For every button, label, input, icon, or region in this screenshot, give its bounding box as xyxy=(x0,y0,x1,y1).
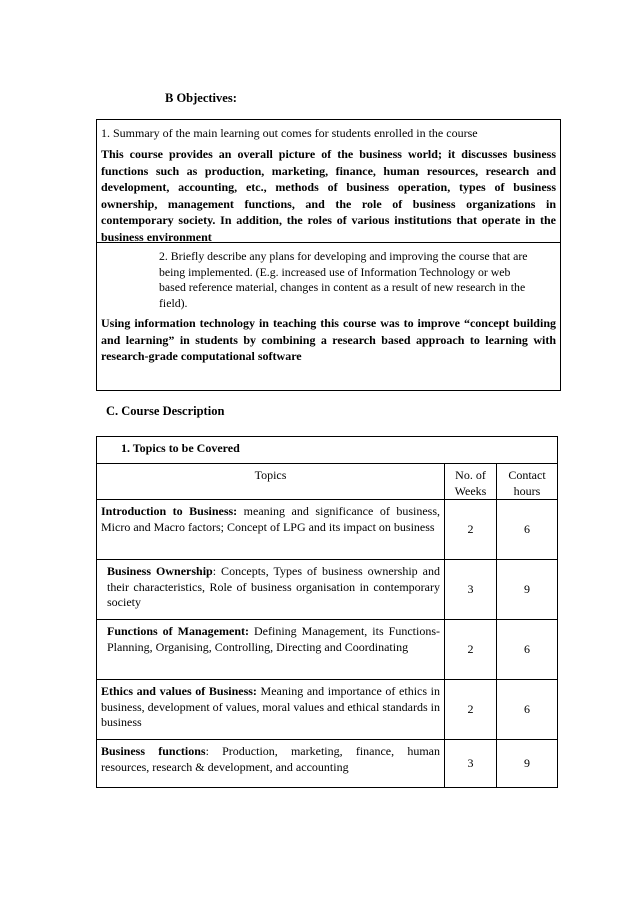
row-weeks: 2 xyxy=(445,500,497,560)
row-title: Ethics and values of Business: xyxy=(101,684,257,698)
row-title: Functions of Management: xyxy=(107,624,249,638)
table-row xyxy=(97,500,558,560)
row-hours: 6 xyxy=(497,680,558,740)
summary-answer: This course provides an overall picture of the business world; it discusses business functions such as production, marketing, finance, human resources, research and development, accounting, etc., methods of business operation, types of business ownership, management functions, and the role of business organizations in contemporary society. In addition, the roles of various institutions that operate in the business environment xyxy=(101,147,556,244)
objectives-heading: B Objectives: xyxy=(165,91,237,105)
row-title: Introduction to Business: xyxy=(101,504,238,518)
row-desc: : Production, marketing, finance, human resources, research & development, and accounting xyxy=(101,744,440,774)
topics-table xyxy=(96,436,558,788)
row-title: Business Ownership xyxy=(107,564,213,578)
table-row xyxy=(97,620,558,680)
row-desc: Meaning and importance of ethics in business, development of values, moral values and ethical standards in business xyxy=(101,684,441,729)
row-hours: 9 xyxy=(497,740,558,788)
row-desc: meaning and significance of business, Micro and Macro factors; Concept of LPG and its impact on business xyxy=(101,504,441,534)
row-hours: 9 xyxy=(497,560,558,620)
row-weeks: 2 xyxy=(445,680,497,740)
row-weeks: 3 xyxy=(445,740,497,788)
course-description-heading: C. Course Description xyxy=(106,404,225,418)
topics-section-title: 1. Topics to be Covered xyxy=(97,437,558,464)
col-header-topics: Topics xyxy=(97,464,445,500)
row-hours: 6 xyxy=(497,500,558,560)
table-row xyxy=(97,740,558,788)
improvement-section xyxy=(97,243,560,365)
improvement-question: 2. Briefly describe any plans for developing and improving the course that are being implemented. (E.g. increased use of Information Technology or web based reference material, changes in content as a result of new research in the field). xyxy=(159,249,528,310)
row-desc: Defining Management, its Functions- Planning, Organising, Controlling, Directing and Coordinating xyxy=(107,624,440,654)
row-title: Business functions xyxy=(101,744,206,758)
row-hours: 6 xyxy=(497,620,558,680)
objectives-box xyxy=(96,119,561,391)
summary-section xyxy=(97,120,560,243)
table-row xyxy=(97,680,558,740)
row-weeks: 2 xyxy=(445,620,497,680)
summary-question: 1. Summary of the main learning out comes for students enrolled in the course xyxy=(101,126,478,140)
topics-table-wrapper xyxy=(96,436,557,788)
table-row xyxy=(97,560,558,620)
row-desc: : Concepts, Types of business ownership and their characteristics, Role of business organisation in contemporary society xyxy=(107,564,441,609)
row-weeks: 3 xyxy=(445,560,497,620)
col-header-weeks: No. of Weeks xyxy=(445,464,497,500)
col-header-hours: Contact hours xyxy=(497,464,558,500)
improvement-answer: Using information technology in teaching this course was to improve “concept building and learning” in students by combining a research based approach to learning with research-grade computational software xyxy=(101,316,556,363)
